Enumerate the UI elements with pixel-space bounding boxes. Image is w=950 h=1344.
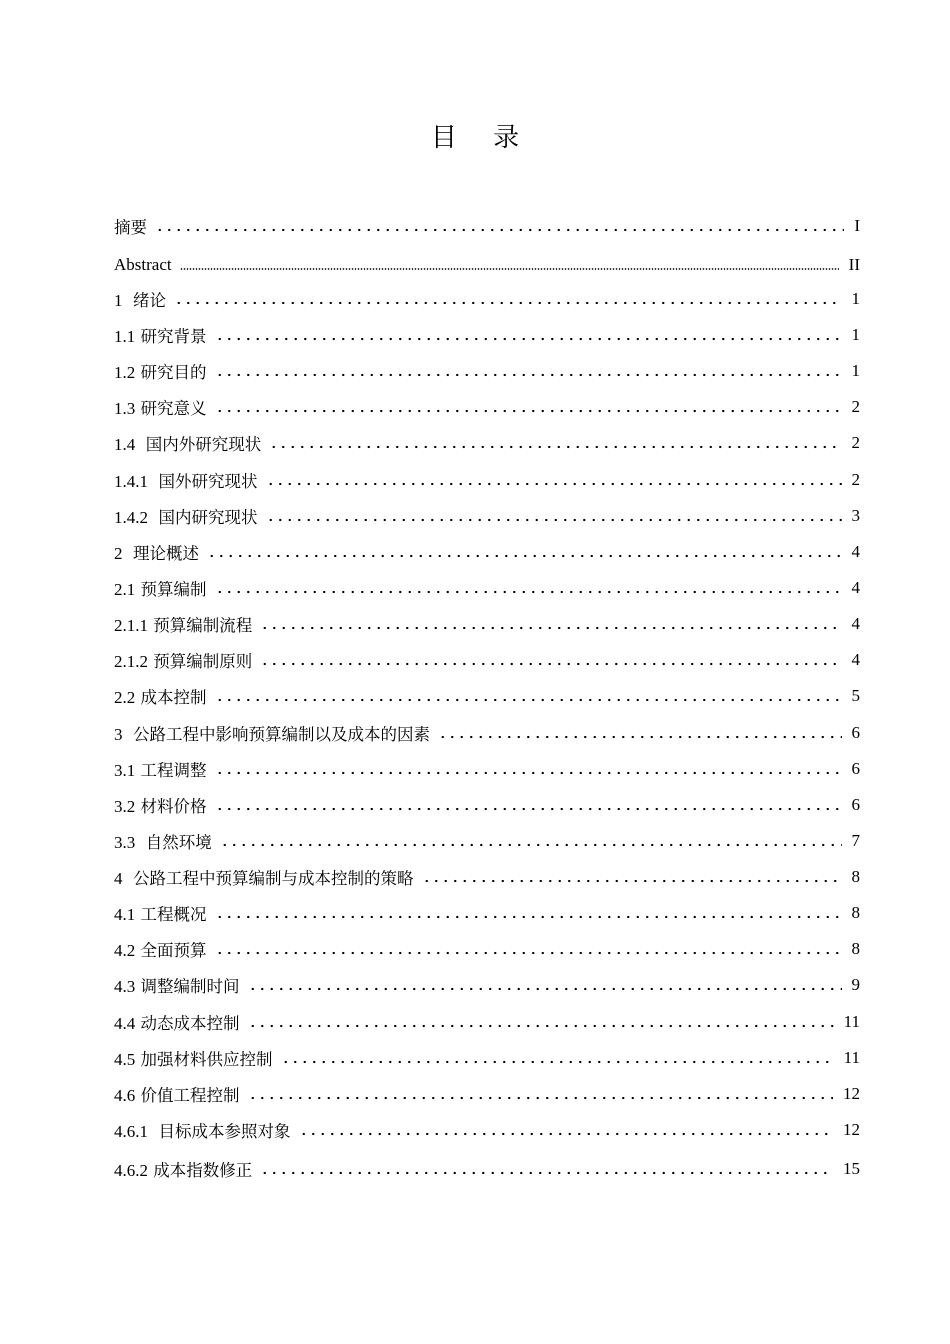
toc-entry[interactable] [114, 251, 860, 279]
toc-entry-label: 1.4 国内外研究现状 [114, 435, 262, 454]
toc-page-number: 2 [851, 470, 860, 489]
toc-page-number: 8 [851, 939, 860, 958]
toc-entry-label: 1.4.2 国内研究现状 [114, 508, 258, 527]
toc-page-number: 4 [851, 650, 860, 669]
toc-leader-dots [260, 625, 841, 631]
toc-entry[interactable] [114, 755, 860, 783]
toc-leader-dots [180, 266, 839, 272]
toc-page-number: 1 [851, 325, 860, 344]
toc-entry[interactable] [114, 791, 860, 819]
toc-entry-label: 2.1 预算编制 [114, 580, 207, 599]
toc-page-number: 7 [851, 831, 860, 850]
toc-entry-label: 4.6 价值工程控制 [114, 1086, 240, 1105]
toc-page-number: 5 [851, 686, 860, 705]
toc-entry-label: 4.1 工程概况 [114, 905, 207, 924]
toc-leader-dots [207, 553, 842, 559]
toc-leader-dots [215, 806, 842, 812]
toc-leader-dots [269, 444, 841, 450]
toc-page-number: 12 [843, 1120, 860, 1139]
toc-leader-dots [215, 950, 842, 956]
toc-leader-dots [248, 986, 842, 992]
toc-entry-label: 4 公路工程中预算编制与成本控制的策略 [114, 869, 414, 888]
toc-entry[interactable] [114, 212, 860, 240]
toc-page-number: 8 [851, 903, 860, 922]
toc-entry[interactable] [114, 935, 860, 963]
toc-entry-label: 1 绪论 [114, 291, 166, 310]
toc-leader-dots [215, 372, 842, 378]
toc-entry[interactable] [114, 357, 860, 385]
toc-entry[interactable] [114, 466, 860, 494]
toc-entry-label: 4.2 全面预算 [114, 941, 207, 960]
toc-leader-dots [220, 842, 842, 848]
toc-leader-dots [266, 517, 842, 523]
toc-entry[interactable] [114, 682, 860, 710]
toc-entry[interactable] [114, 1008, 860, 1036]
toc-page-number: 1 [851, 289, 860, 308]
toc-entry[interactable] [114, 429, 860, 457]
toc-entry[interactable] [114, 1116, 860, 1144]
toc-entry[interactable] [114, 393, 860, 421]
toc-leader-dots [422, 878, 842, 884]
toc-leader-dots [215, 408, 842, 414]
toc-leader-dots [215, 697, 842, 703]
toc-entry[interactable] [114, 1155, 860, 1183]
toc-entry[interactable] [114, 502, 860, 530]
toc-leader-dots [260, 1170, 833, 1176]
toc-entry[interactable] [114, 1044, 860, 1072]
toc-page-number: II [848, 255, 860, 274]
toc-leader-dots [260, 661, 841, 667]
toc-leader-dots [155, 227, 844, 233]
toc-page-number: 8 [851, 867, 860, 886]
toc-entry[interactable] [114, 1080, 860, 1108]
toc-entry-label: 1.4.1 国外研究现状 [114, 472, 258, 491]
toc-page-number: 4 [851, 578, 860, 597]
toc-entry-label: 3.2 材料价格 [114, 797, 207, 816]
toc-entry-label: 4.6.2 成本指数修正 [114, 1161, 253, 1180]
toc-entry-label: 3 公路工程中影响预算编制以及成本的因素 [114, 725, 430, 744]
toc-entry[interactable] [114, 899, 860, 927]
toc-entry[interactable] [114, 646, 860, 674]
toc-entry-label: 3.3 自然环境 [114, 833, 212, 852]
toc-entry-label: 2.2 成本控制 [114, 688, 207, 707]
toc-entry[interactable] [114, 863, 860, 891]
toc-page-number: 1 [851, 361, 860, 380]
toc-page-number: 11 [843, 1048, 860, 1067]
toc-entry[interactable] [114, 610, 860, 638]
toc-entry-label: 4.4 动态成本控制 [114, 1014, 240, 1033]
toc-page-number: 6 [851, 759, 860, 778]
page-title: 目 录 [430, 123, 534, 153]
toc-leader-dots [215, 589, 842, 595]
toc-leader-dots [438, 734, 842, 740]
toc-page-number: 6 [851, 795, 860, 814]
toc-page-number: 12 [843, 1084, 860, 1103]
toc-entry-label: 4.6.1 目标成本参照对象 [114, 1122, 291, 1141]
toc-entry-label: 4.3 调整编制时间 [114, 977, 240, 996]
toc-leader-dots [299, 1131, 834, 1137]
toc-entry[interactable] [114, 321, 860, 349]
toc-entry[interactable] [114, 285, 860, 313]
toc-entry-label: 4.5 加强材料供应控制 [114, 1050, 273, 1069]
toc-entry-label: 2.1.1 预算编制流程 [114, 616, 253, 635]
toc-leader-dots [215, 336, 842, 342]
toc-entry[interactable] [114, 971, 860, 999]
toc-entry-label: 3.1 工程调整 [114, 761, 207, 780]
toc-entry-label: 1.2 研究目的 [114, 363, 207, 382]
toc-page-number: 11 [843, 1012, 860, 1031]
toc-page-number: I [854, 216, 860, 235]
toc-entry-label: 2.1.2 预算编制原则 [114, 652, 253, 671]
toc-page-number: 2 [851, 433, 860, 452]
toc-entry-label: 摘要 [114, 218, 147, 237]
toc-leader-dots [215, 914, 842, 920]
toc-leader-dots [248, 1023, 834, 1029]
toc-page-number: 2 [851, 397, 860, 416]
toc-entry[interactable] [114, 538, 860, 566]
toc-page-number: 4 [851, 542, 860, 561]
toc-leader-dots [266, 481, 842, 487]
toc-entry-label: 2 理论概述 [114, 544, 199, 563]
toc-page-number: 9 [851, 975, 860, 994]
toc-page-number: 4 [851, 614, 860, 633]
toc-page-number: 6 [851, 723, 860, 742]
toc-leader-dots [248, 1095, 834, 1101]
toc-entry-label: Abstract [114, 255, 172, 274]
toc-leader-dots [281, 1059, 834, 1065]
toc-entry[interactable] [114, 827, 860, 855]
toc-entry-label: 1.3 研究意义 [114, 399, 207, 418]
toc-page-number: 15 [843, 1159, 860, 1178]
toc-leader-dots [215, 770, 842, 776]
toc-entry[interactable] [114, 719, 860, 747]
toc-entry-label: 1.1 研究背景 [114, 327, 207, 346]
toc-page-number: 3 [851, 506, 860, 525]
toc-entry[interactable] [114, 574, 860, 602]
toc-leader-dots [174, 300, 842, 306]
